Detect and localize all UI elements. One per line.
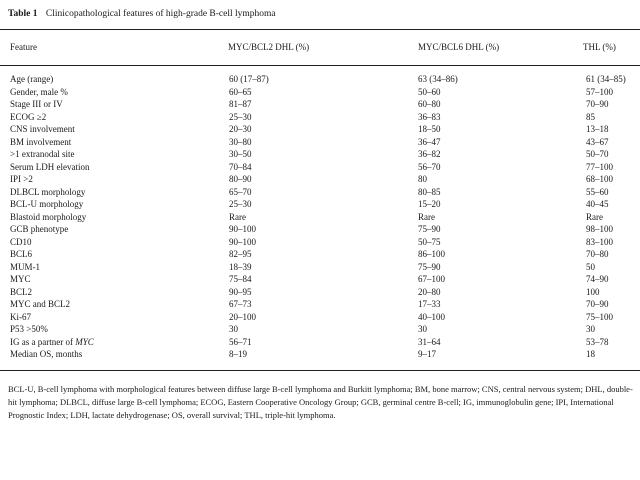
- cell-myc-bcl6-dhl: 36–82: [418, 149, 441, 159]
- cell-thl: 75–100: [586, 311, 613, 322]
- bottom-rule: [0, 370, 640, 371]
- cell-feature: BCL-U morphology: [10, 199, 84, 209]
- cell-myc-bcl2-dhl: 90–100: [229, 236, 256, 247]
- cell-thl: 50: [586, 261, 595, 272]
- cell-feature: MYC and BCL2: [10, 299, 71, 309]
- cell-myc-bcl2-dhl: 56–71: [229, 336, 252, 347]
- cell-thl: 53–78: [586, 336, 609, 347]
- table-row: [0, 286, 640, 299]
- header-myc-bcl6-dhl: MYC/BCL6 DHL (%): [418, 42, 500, 52]
- cell-thl: 30: [586, 324, 595, 334]
- cell-thl: 70–90: [586, 299, 609, 309]
- table-row: [0, 261, 640, 274]
- table-row: [0, 348, 640, 361]
- cell-thl: Rare: [586, 211, 603, 222]
- cell-myc-bcl6-dhl: 36–83: [418, 111, 441, 122]
- cell-feature: GCB phenotype: [10, 224, 69, 234]
- cell-myc-bcl2-dhl: 90–95: [229, 286, 252, 297]
- cell-myc-bcl6-dhl: 56–70: [418, 161, 441, 172]
- cell-thl: 98–100: [586, 224, 613, 234]
- table-row: [0, 198, 640, 211]
- table-row: [0, 123, 640, 136]
- header-feature: Feature: [10, 42, 37, 52]
- cell-thl: 50–70: [586, 149, 609, 159]
- cell-thl: 55–60: [586, 186, 609, 197]
- cell-feature: Age (range): [10, 74, 54, 84]
- cell-myc-bcl2-dhl: 75–84: [229, 274, 252, 284]
- cell-myc-bcl6-dhl: 20–80: [418, 286, 441, 297]
- cell-myc-bcl2-dhl: 30–80: [229, 136, 252, 147]
- cell-feature: Gender, male %: [10, 86, 68, 97]
- cell-myc-bcl2-dhl: 70–84: [229, 161, 252, 172]
- table-row: [0, 148, 640, 161]
- table-row: [0, 248, 640, 261]
- table-label: Table 1: [8, 9, 38, 19]
- cell-myc-bcl6-dhl: 80: [418, 174, 427, 184]
- cell-feature: DLBCL morphology: [10, 186, 86, 197]
- cell-myc-bcl6-dhl: 75–90: [418, 224, 441, 234]
- header-rule: [0, 65, 640, 66]
- cell-myc-bcl6-dhl: 31–64: [418, 336, 441, 347]
- cell-myc-bcl6-dhl: 17–33: [418, 299, 441, 309]
- table-row: [0, 186, 640, 199]
- cell-thl: 57–100: [586, 86, 613, 97]
- cell-myc-bcl2-dhl: 65–70: [229, 186, 252, 197]
- table-body: [0, 73, 640, 361]
- cell-myc-bcl2-dhl: 25–30: [229, 111, 252, 122]
- table-row: [0, 161, 640, 174]
- cell-thl: 68–100: [586, 174, 613, 184]
- table-row: [0, 273, 640, 286]
- table-row: [0, 136, 640, 149]
- cell-thl: 43–67: [586, 136, 609, 147]
- cell-myc-bcl2-dhl: 90–100: [229, 224, 256, 234]
- cell-myc-bcl2-dhl: 82–95: [229, 249, 252, 259]
- table-row: [0, 173, 640, 186]
- cell-feature: Blastoid morphology: [10, 211, 87, 222]
- cell-myc-bcl6-dhl: 80–85: [418, 186, 441, 197]
- cell-feature: >1 extranodal site: [10, 149, 75, 159]
- cell-feature: Ki-67: [10, 311, 31, 322]
- cell-myc-bcl6-dhl: 36–47: [418, 136, 441, 147]
- table-row: [0, 211, 640, 224]
- cell-thl: 85: [586, 111, 595, 122]
- cell-myc-bcl6-dhl: 15–20: [418, 199, 441, 209]
- cell-thl: 74–90: [586, 274, 609, 284]
- cell-myc-bcl2-dhl: 60–65: [229, 86, 252, 97]
- cell-myc-bcl6-dhl: 9–17: [418, 349, 436, 359]
- cell-myc-bcl2-dhl: 80–90: [229, 174, 252, 184]
- cell-feature: BM involvement: [10, 136, 72, 147]
- table-row: [0, 323, 640, 336]
- cell-thl: 83–100: [586, 236, 613, 247]
- cell-feature: BCL6: [10, 249, 33, 259]
- table-title: Clinicopathological features of high-grade B-cell lymphoma: [45, 9, 276, 19]
- cell-myc-bcl2-dhl: 30–50: [229, 149, 252, 159]
- cell-thl: 70–90: [586, 99, 609, 109]
- header-myc-bcl2-dhl: MYC/BCL2 DHL (%): [228, 42, 310, 52]
- cell-feature: CNS involvement: [10, 124, 75, 134]
- cell-feature: Median OS, months: [10, 349, 83, 359]
- cell-thl: 70–80: [586, 249, 609, 259]
- cell-feature: Serum LDH elevation: [10, 161, 90, 172]
- table-row: [0, 311, 640, 324]
- cell-myc-bcl6-dhl: 86–100: [418, 249, 445, 259]
- cell-myc-bcl2-dhl: 60 (17–87): [229, 74, 269, 84]
- cell-myc-bcl2-dhl: 18–39: [229, 261, 252, 272]
- table-footnote: BCL-U, B-cell lymphoma with morphological features between diffuse large B-cell lymphoma and Burkitt lymphoma; BM, bone marrow; CNS, central nervous system; DHL, double-hit lymphoma; DLBCL, diffuse large B-cell lymphoma; ECOG, Eastern Cooperative Oncology Group; GCB, germinal centre B-cell; IG, immunoglobulin gene; IPI, International Prognostic Index; LDH, lactate dehydrogenase; OS, overall survival; THL, triple-hit lymphoma.: [8, 384, 633, 420]
- cell-myc-bcl6-dhl: 63 (34–86): [418, 74, 458, 84]
- cell-thl: 40–45: [586, 199, 609, 209]
- table-row: [0, 236, 640, 249]
- cell-myc-bcl2-dhl: 20–30: [229, 124, 252, 134]
- cell-thl: 61 (34–85): [586, 74, 626, 84]
- table-row: [0, 86, 640, 99]
- table-row: [0, 98, 640, 111]
- cell-myc-bcl6-dhl: 75–90: [418, 261, 441, 272]
- cell-myc-bcl6-dhl: 18–50: [418, 124, 441, 134]
- cell-thl: 13–18: [586, 124, 609, 134]
- cell-myc-bcl6-dhl: 60–80: [418, 99, 441, 109]
- cell-feature: ECOG ≥2: [10, 111, 47, 122]
- cell-feature: MUM-1: [10, 261, 41, 272]
- cell-feature: BCL2: [10, 286, 33, 297]
- table-caption: [8, 9, 276, 19]
- cell-myc-bcl6-dhl: 50–60: [418, 86, 441, 97]
- cell-myc-bcl2-dhl: Rare: [229, 211, 246, 222]
- cell-feature: IPI >2: [10, 174, 33, 184]
- table-row: [0, 336, 640, 349]
- cell-myc-bcl2-dhl: 81–87: [229, 99, 252, 109]
- table-row: [0, 111, 640, 124]
- cell-myc-bcl6-dhl: 50–75: [418, 236, 441, 247]
- cell-myc-bcl6-dhl: 40–100: [418, 311, 445, 322]
- cell-myc-bcl2-dhl: 20–100: [229, 311, 256, 322]
- cell-myc-bcl6-dhl: 67–100: [418, 274, 445, 284]
- cell-myc-bcl2-dhl: 67–73: [229, 299, 252, 309]
- cell-thl: 18: [586, 349, 595, 359]
- table-row: [0, 298, 640, 311]
- cell-myc-bcl2-dhl: 8–19: [229, 349, 247, 359]
- cell-feature: IG as a partner of MYC: [10, 336, 94, 347]
- table-row: [0, 223, 640, 236]
- cell-feature: MYC: [10, 274, 31, 284]
- cell-myc-bcl2-dhl: 30: [229, 324, 238, 334]
- cell-myc-bcl6-dhl: 30: [418, 324, 427, 334]
- cell-myc-bcl2-dhl: 25–30: [229, 199, 252, 209]
- cell-thl: 100: [586, 286, 600, 297]
- cell-myc-bcl6-dhl: Rare: [418, 211, 435, 222]
- header-thl: THL (%): [583, 42, 616, 52]
- cell-feature: CD10: [10, 236, 32, 247]
- cell-thl: 77–100: [586, 161, 613, 172]
- cell-feature: P53 >50%: [10, 324, 48, 334]
- top-rule: [0, 29, 640, 30]
- table-row: [0, 73, 640, 86]
- cell-feature: Stage III or IV: [10, 99, 63, 109]
